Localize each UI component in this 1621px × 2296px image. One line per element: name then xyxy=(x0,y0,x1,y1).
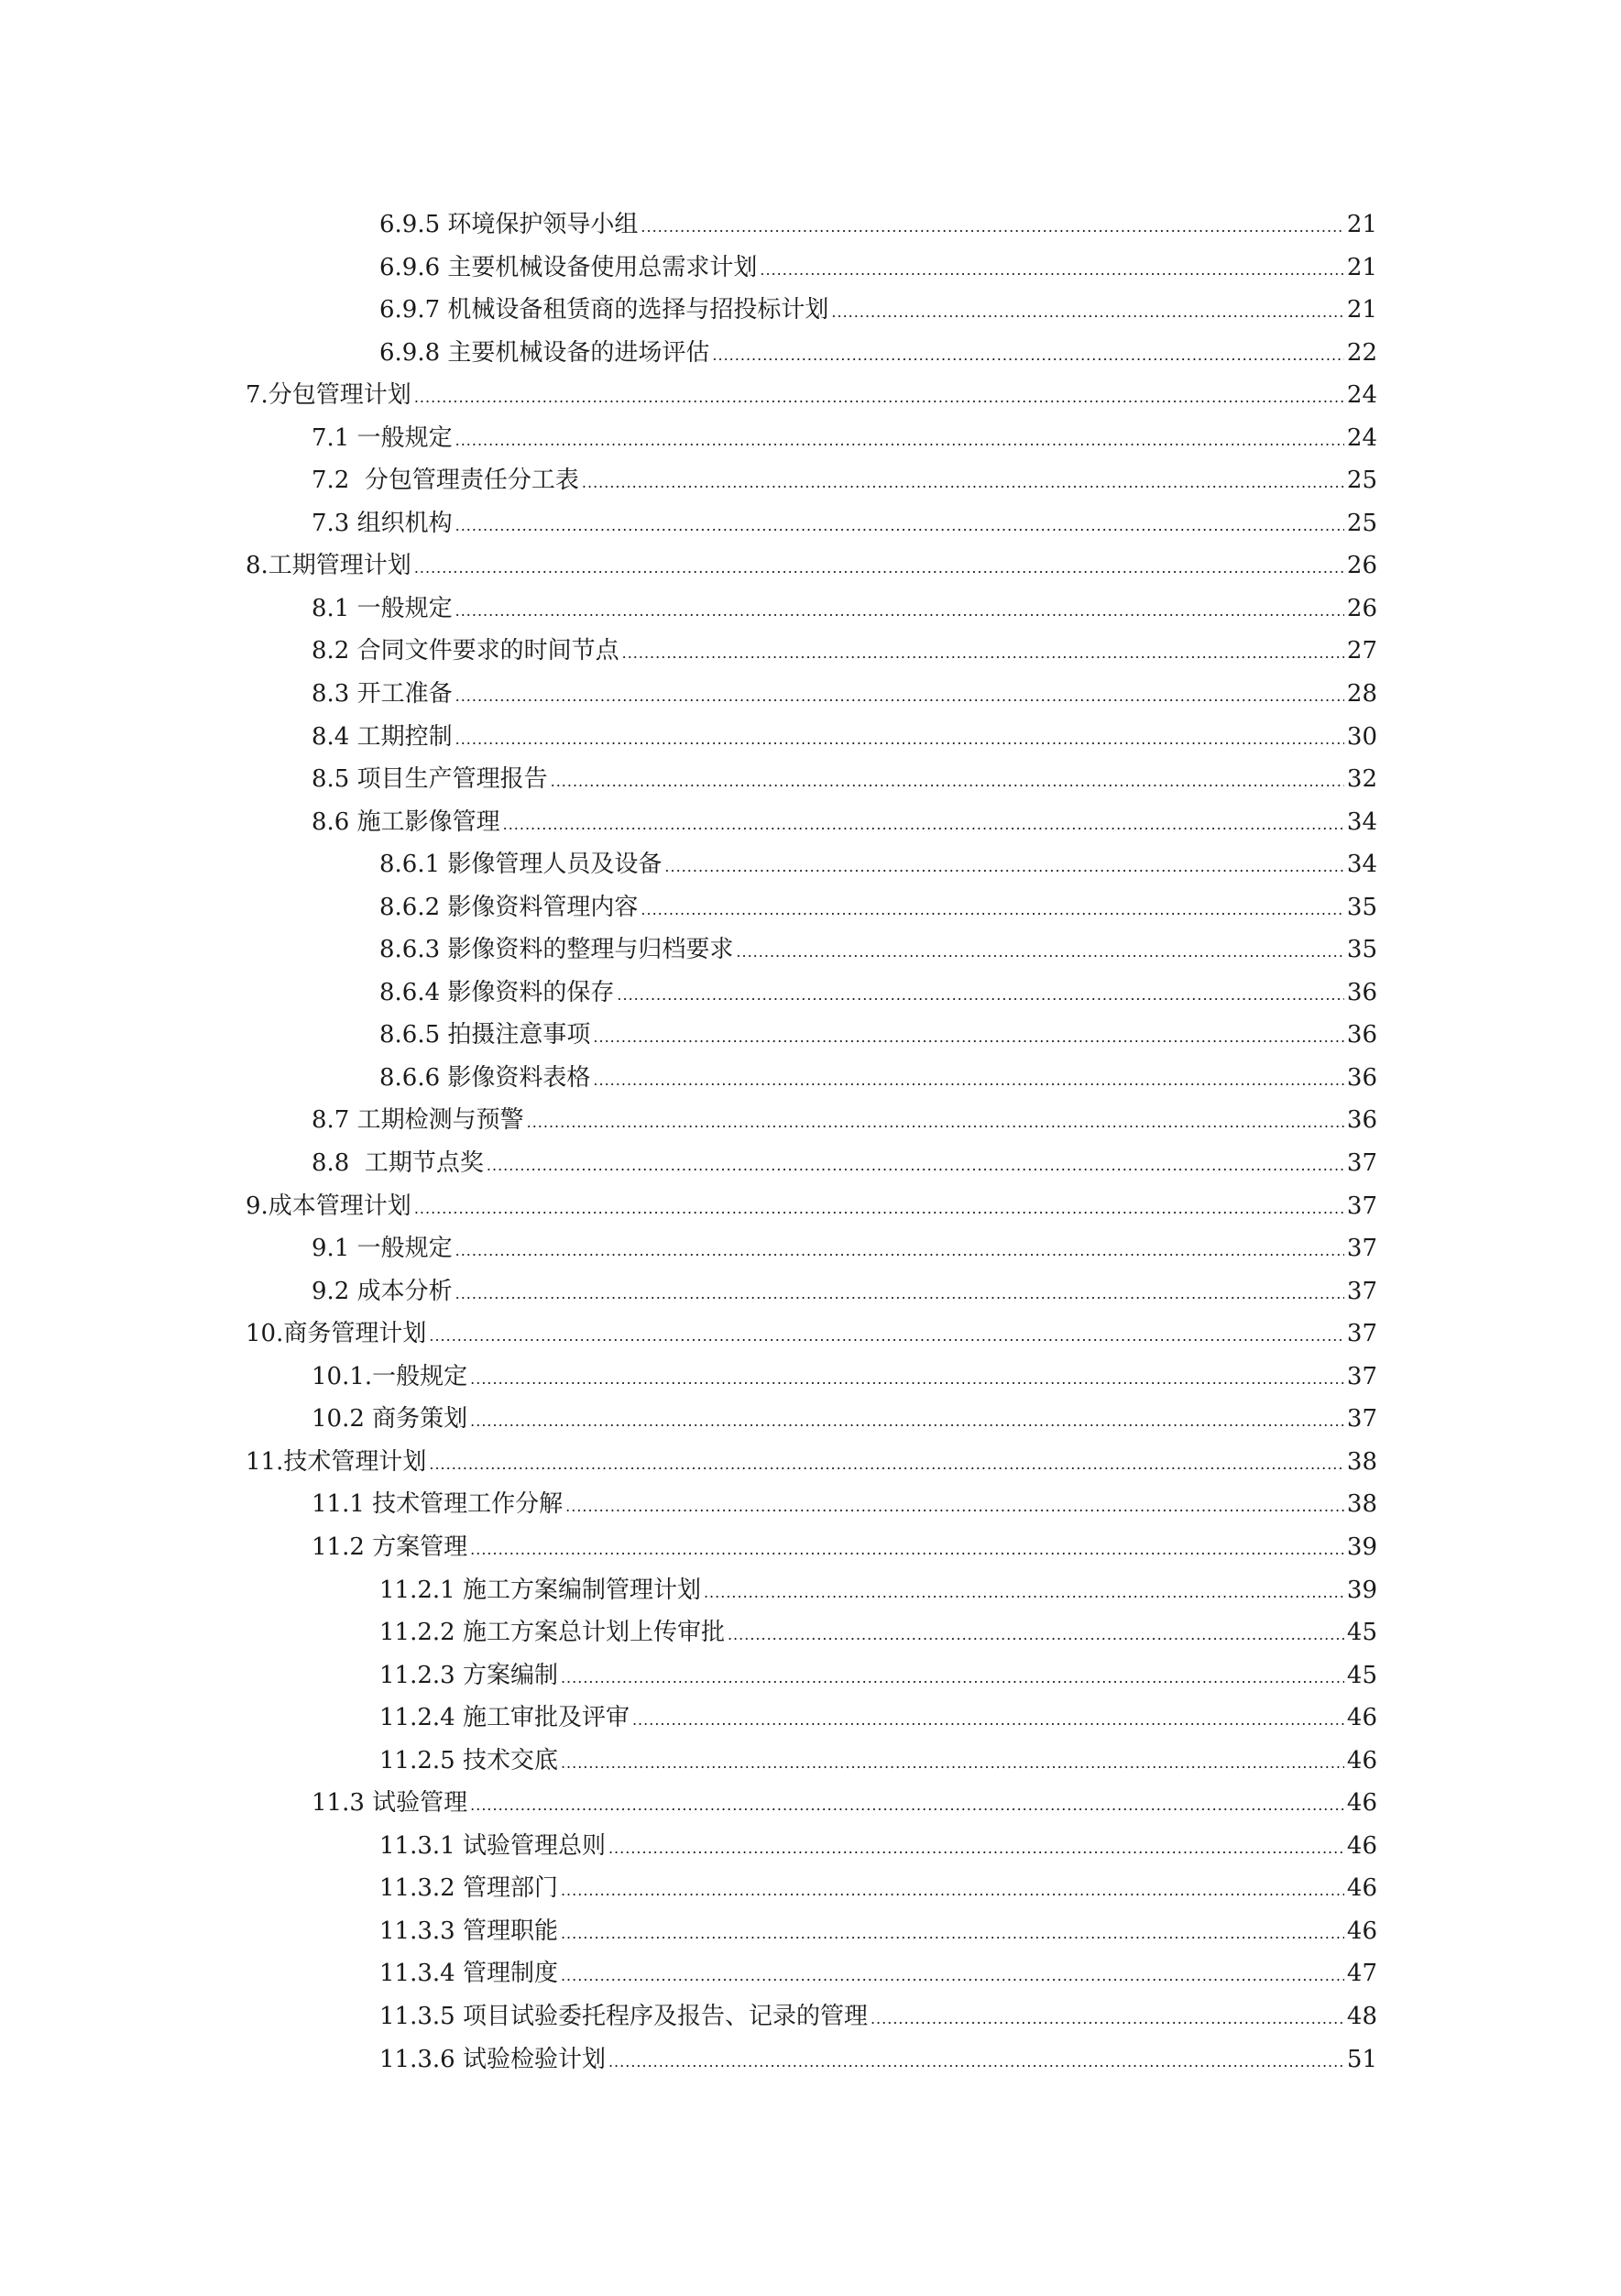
toc-entry-title: 11.3.3 管理职能 xyxy=(379,1917,558,1945)
toc-entry[interactable] xyxy=(312,801,1377,844)
toc-dot-leader xyxy=(455,719,1344,762)
toc-entry-title: 11.2.4 施工审批及评审 xyxy=(379,1704,630,1732)
toc-entry-title: 8.3 开工准备 xyxy=(312,680,453,709)
toc-entry-title: 11.2 方案管理 xyxy=(312,1532,468,1561)
toc-entry-title: 6.9.8 主要机械设备的进场评估 xyxy=(379,338,710,367)
toc-entry[interactable] xyxy=(379,972,1377,1015)
toc-entry[interactable] xyxy=(312,588,1377,631)
toc-entry-page-number: 48 xyxy=(1346,2002,1377,2030)
toc-dot-leader xyxy=(831,291,1343,335)
toc-entry-title: 11.3.2 管理部门 xyxy=(379,1874,558,1903)
toc-entry-title: 8.6.1 影像管理人员及设备 xyxy=(379,851,663,879)
toc-dot-leader xyxy=(414,1188,1344,1231)
toc-dot-leader xyxy=(664,846,1343,889)
toc-entry-title: 8.2 合同文件要求的时间节点 xyxy=(312,637,619,665)
toc-entry-page-number: 21 xyxy=(1346,211,1377,238)
toc-entry-page-number: 32 xyxy=(1346,765,1377,794)
toc-dot-leader xyxy=(429,1315,1344,1358)
toc-entry-title: 8.6.3 影像资料的整理与归档要求 xyxy=(379,936,734,964)
toc-dot-leader xyxy=(728,1614,1344,1657)
toc-dot-leader xyxy=(582,462,1344,505)
toc-dot-leader xyxy=(871,1998,1344,2041)
toc-entry-title: 10.1.一般规定 xyxy=(312,1362,468,1390)
toc-dot-leader xyxy=(712,335,1343,378)
toc-entry[interactable] xyxy=(312,1782,1377,1825)
toc-entry-title: 8.8 工期节点奖 xyxy=(312,1149,484,1178)
toc-entry[interactable] xyxy=(312,758,1377,801)
toc-dot-leader xyxy=(632,1699,1344,1742)
toc-dot-leader xyxy=(565,1486,1344,1529)
toc-dot-leader xyxy=(429,1444,1344,1487)
toc-entry-page-number: 45 xyxy=(1346,1619,1377,1647)
toc-entry[interactable] xyxy=(379,1867,1377,1910)
toc-entry[interactable] xyxy=(312,1270,1377,1313)
toc-entry-page-number: 36 xyxy=(1346,1106,1377,1135)
toc-dot-leader xyxy=(414,547,1344,590)
toc-entry[interactable] xyxy=(379,886,1377,929)
toc-dot-leader xyxy=(641,206,1343,249)
toc-dot-leader xyxy=(503,804,1344,847)
toc-entry-title: 11.3.1 试验管理总则 xyxy=(379,1831,606,1860)
toc-entry[interactable] xyxy=(379,843,1377,886)
toc-entry-title: 6.9.5 环境保护领导小组 xyxy=(379,211,639,238)
toc-dot-leader xyxy=(641,889,1343,932)
toc-entry-page-number: 37 xyxy=(1346,1405,1377,1434)
toc-dot-leader xyxy=(593,1016,1343,1060)
toc-entry[interactable] xyxy=(379,1740,1377,1783)
toc-entry-title: 8.6.5 拍摄注意事项 xyxy=(379,1021,591,1049)
toc-dot-leader xyxy=(455,420,1344,463)
toc-dot-leader xyxy=(593,1060,1343,1103)
toc-entry-title: 8.6.2 影像资料管理内容 xyxy=(379,893,639,921)
toc-entry-title: 7.分包管理计划 xyxy=(246,381,411,410)
toc-entry-page-number: 51 xyxy=(1346,2045,1377,2073)
toc-entry-page-number: 39 xyxy=(1346,1576,1377,1604)
toc-dot-leader xyxy=(455,505,1344,548)
toc-entry-page-number: 36 xyxy=(1346,1021,1377,1049)
toc-entry-page-number: 35 xyxy=(1346,936,1377,964)
table-of-contents xyxy=(0,203,1621,2081)
toc-entry-page-number: 27 xyxy=(1346,637,1377,665)
toc-entry-page-number: 24 xyxy=(1346,381,1377,410)
toc-dot-leader xyxy=(470,1358,1344,1401)
toc-entry-page-number: 37 xyxy=(1346,1277,1377,1305)
toc-dot-leader xyxy=(470,1529,1344,1572)
toc-entry-page-number: 36 xyxy=(1346,978,1377,1006)
toc-entry-title: 11.3.4 管理制度 xyxy=(379,1960,558,1988)
toc-entry-page-number: 36 xyxy=(1346,1063,1377,1092)
toc-entry-page-number: 46 xyxy=(1346,1917,1377,1945)
toc-entry-title: 11.3 试验管理 xyxy=(312,1789,468,1818)
toc-dot-leader xyxy=(470,1785,1344,1828)
toc-entry-page-number: 26 xyxy=(1346,552,1377,580)
toc-entry-title: 8.6.6 影像资料表格 xyxy=(379,1063,591,1092)
toc-entry-title: 8.6 施工影像管理 xyxy=(312,807,500,836)
toc-dot-leader xyxy=(704,1572,1344,1615)
toc-entry-page-number: 45 xyxy=(1346,1661,1377,1689)
toc-entry-title: 11.2.2 施工方案总计划上传审批 xyxy=(379,1619,725,1647)
toc-entry[interactable] xyxy=(379,1697,1377,1740)
toc-entry-title: 7.1 一般规定 xyxy=(312,423,453,452)
toc-entry[interactable] xyxy=(379,2038,1377,2082)
toc-entry-page-number: 38 xyxy=(1346,1490,1377,1519)
toc-entry[interactable] xyxy=(246,374,1377,417)
toc-entry-page-number: 37 xyxy=(1346,1320,1377,1348)
toc-entry-title: 10.商务管理计划 xyxy=(246,1320,427,1348)
toc-entry-title: 8.5 项目生产管理报告 xyxy=(312,765,548,794)
toc-dot-leader xyxy=(736,931,1343,974)
toc-entry-title: 9.1 一般规定 xyxy=(312,1235,453,1263)
toc-entry-page-number: 37 xyxy=(1346,1149,1377,1178)
toc-entry-page-number: 22 xyxy=(1346,338,1377,367)
toc-entry-page-number: 46 xyxy=(1346,1704,1377,1732)
toc-entry[interactable] xyxy=(246,544,1377,588)
toc-entry[interactable] xyxy=(379,289,1377,332)
toc-dot-leader xyxy=(527,1102,1344,1145)
toc-entry[interactable] xyxy=(312,1398,1377,1441)
toc-entry-title: 7.3 组织机构 xyxy=(312,509,453,537)
toc-dot-leader xyxy=(487,1145,1344,1188)
toc-entry[interactable] xyxy=(312,459,1377,502)
toc-dot-leader xyxy=(470,1401,1344,1444)
toc-entry[interactable] xyxy=(312,1099,1377,1142)
toc-entry-page-number: 37 xyxy=(1346,1362,1377,1390)
toc-entry-title: 11.3.5 项目试验委托程序及报告、记录的管理 xyxy=(379,2002,868,2030)
toc-dot-leader xyxy=(455,1230,1344,1273)
toc-entry[interactable] xyxy=(379,1014,1377,1057)
toc-entry-page-number: 37 xyxy=(1346,1192,1377,1220)
toc-entry-page-number: 30 xyxy=(1346,722,1377,751)
toc-entry-title: 11.1 技术管理工作分解 xyxy=(312,1490,564,1519)
toc-entry-title: 8.1 一般规定 xyxy=(312,594,453,622)
toc-entry-title: 8.7 工期检测与预警 xyxy=(312,1106,524,1135)
toc-dot-leader xyxy=(561,1955,1344,1998)
toc-entry-title: 6.9.7 机械设备租赁商的选择与招投标计划 xyxy=(379,296,829,324)
toc-entry-page-number: 34 xyxy=(1346,851,1377,879)
toc-dot-leader xyxy=(561,1913,1344,1956)
toc-entry-title: 9.成本管理计划 xyxy=(246,1192,411,1220)
toc-entry[interactable] xyxy=(312,502,1377,545)
toc-entry-page-number: 39 xyxy=(1346,1532,1377,1561)
toc-entry-title: 11.2.3 方案编制 xyxy=(379,1661,558,1689)
toc-entry-title: 7.2 分包管理责任分工表 xyxy=(312,467,579,495)
toc-entry-page-number: 28 xyxy=(1346,680,1377,709)
toc-dot-leader xyxy=(760,249,1343,292)
toc-entry[interactable] xyxy=(379,1910,1377,1953)
toc-dot-leader xyxy=(622,632,1344,676)
toc-entry[interactable] xyxy=(312,630,1377,673)
toc-entry-title: 6.9.6 主要机械设备使用总需求计划 xyxy=(379,253,758,281)
toc-entry-page-number: 25 xyxy=(1346,467,1377,495)
toc-entry[interactable] xyxy=(312,1356,1377,1399)
toc-dot-leader xyxy=(617,974,1343,1017)
toc-entry-title: 9.2 成本分析 xyxy=(312,1277,453,1305)
toc-entry[interactable] xyxy=(379,928,1377,972)
toc-dot-leader xyxy=(608,1828,1344,1871)
toc-dot-leader xyxy=(414,377,1344,420)
toc-entry-page-number: 35 xyxy=(1346,893,1377,921)
toc-entry-title: 11.技术管理计划 xyxy=(246,1447,427,1476)
toc-entry-page-number: 25 xyxy=(1346,509,1377,537)
toc-entry[interactable] xyxy=(246,1313,1377,1356)
toc-entry[interactable] xyxy=(379,203,1377,247)
toc-entry[interactable] xyxy=(379,1611,1377,1654)
toc-dot-leader xyxy=(608,2041,1344,2084)
toc-entry-page-number: 34 xyxy=(1346,807,1377,836)
toc-entry-page-number: 46 xyxy=(1346,1831,1377,1860)
toc-dot-leader xyxy=(561,1657,1344,1700)
toc-entry[interactable] xyxy=(312,1483,1377,1526)
toc-entry[interactable] xyxy=(312,417,1377,460)
toc-entry-page-number: 21 xyxy=(1346,296,1377,324)
toc-entry[interactable] xyxy=(379,1569,1377,1612)
toc-entry[interactable] xyxy=(379,247,1377,290)
toc-entry[interactable] xyxy=(246,1185,1377,1228)
toc-entry-title: 8.6.4 影像资料的保存 xyxy=(379,978,615,1006)
toc-dot-leader xyxy=(455,1273,1344,1316)
toc-entry[interactable] xyxy=(312,716,1377,759)
toc-entry-page-number: 37 xyxy=(1346,1235,1377,1263)
toc-entry-page-number: 46 xyxy=(1346,1789,1377,1818)
toc-dot-leader xyxy=(455,676,1344,719)
toc-entry[interactable] xyxy=(379,1825,1377,1868)
toc-dot-leader xyxy=(455,590,1344,633)
toc-entry[interactable] xyxy=(246,1441,1377,1484)
toc-entry-title: 11.2.1 施工方案编制管理计划 xyxy=(379,1576,701,1604)
toc-entry-title: 11.2.5 技术交底 xyxy=(379,1746,558,1774)
toc-entry[interactable] xyxy=(379,1057,1377,1100)
toc-entry-title: 8.4 工期控制 xyxy=(312,722,453,751)
toc-entry-page-number: 46 xyxy=(1346,1874,1377,1903)
toc-entry[interactable] xyxy=(312,1227,1377,1270)
toc-entry[interactable] xyxy=(379,1654,1377,1697)
toc-entry-page-number: 24 xyxy=(1346,423,1377,452)
toc-entry[interactable] xyxy=(379,332,1377,375)
toc-entry[interactable] xyxy=(312,1142,1377,1185)
toc-dot-leader xyxy=(561,1742,1344,1785)
toc-entry-title: 10.2 商务策划 xyxy=(312,1405,468,1434)
toc-entry[interactable] xyxy=(312,1526,1377,1569)
toc-entry-page-number: 47 xyxy=(1346,1960,1377,1988)
toc-entry-page-number: 21 xyxy=(1346,253,1377,281)
toc-dot-leader xyxy=(561,1870,1344,1913)
toc-entry[interactable] xyxy=(312,673,1377,716)
toc-entry-page-number: 38 xyxy=(1346,1447,1377,1476)
toc-entry-title: 8.工期管理计划 xyxy=(246,552,411,580)
toc-dot-leader xyxy=(551,761,1344,804)
toc-entry[interactable] xyxy=(379,1995,1377,2038)
toc-entry-page-number: 46 xyxy=(1346,1746,1377,1774)
toc-entry[interactable] xyxy=(379,1952,1377,1995)
toc-entry-page-number: 26 xyxy=(1346,594,1377,622)
toc-entry-title: 11.3.6 试验检验计划 xyxy=(379,2045,606,2073)
